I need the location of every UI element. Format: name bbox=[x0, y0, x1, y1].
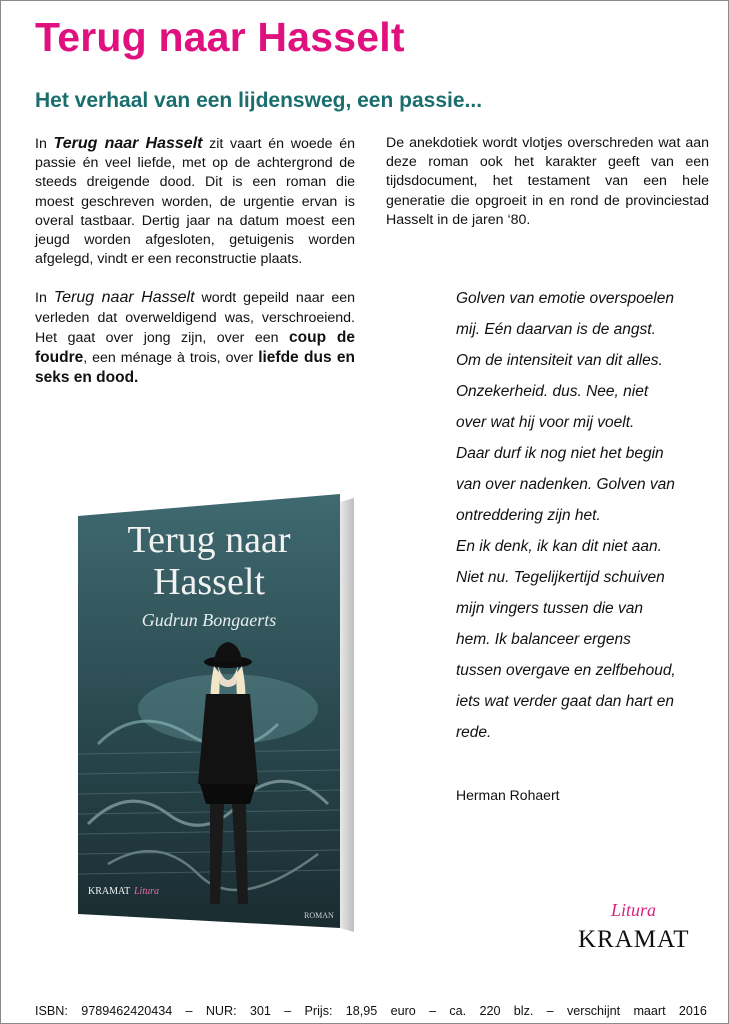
footer-part: 2016 bbox=[678, 1004, 707, 1018]
footer-part: verschijnt bbox=[566, 1004, 621, 1018]
footer-part: NUR: bbox=[205, 1004, 237, 1018]
quote-line: Niet nu. Tegelijkertijd schuiven bbox=[456, 569, 665, 586]
cover-title-line-1: Terug naar bbox=[127, 519, 291, 561]
logo-publisher: KRAMAT bbox=[578, 926, 690, 953]
logo-imprint: Litura bbox=[611, 900, 657, 920]
footer-part: maart bbox=[633, 1004, 666, 1018]
page-title: Terug naar Hasselt bbox=[35, 14, 405, 60]
left-paragraph-2 bbox=[35, 288, 355, 388]
footer-part: – bbox=[185, 1004, 193, 1018]
cover-imprint: Litura bbox=[134, 886, 160, 897]
quote-line: mij. Eén daarvan is de angst. bbox=[456, 321, 656, 338]
emphasis-liefde: liefde dus en seks en dood. bbox=[35, 349, 355, 387]
quote-line: van over nadenken. Golven van bbox=[456, 476, 675, 493]
footer-part: 301 bbox=[249, 1004, 271, 1018]
footer-part: 220 bbox=[479, 1004, 501, 1018]
quote-block bbox=[456, 283, 716, 748]
text-span: zit vaart én woede én passie én veel liefde, met op de achtergrond de steeds dreigende dood. Dit is een roman die moest geschreven worden, de urgentie ervan is overal tastbaar. Dertig jaar na datum moest een jeugd worden afgesloten, getuigenis worden afgelegd, vindt er een reconstructie plaats. bbox=[35, 136, 356, 268]
cover-author: Gudrun Bongaerts bbox=[141, 610, 277, 630]
quote-line: iets wat verder gaat dan hart en bbox=[456, 693, 674, 710]
text-span: wordt gepeild naar een verleden dat overweldigend was, verschroeiend. Het gaat over jong zijn, over een bbox=[35, 290, 355, 346]
quote-line: Golven van emotie overspoelen bbox=[456, 290, 674, 307]
footer-part: ISBN: bbox=[35, 1004, 68, 1018]
quote-line: mijn vingers tussen die van bbox=[456, 600, 643, 617]
left-paragraph-1 bbox=[35, 134, 355, 269]
quote-line: En ik denk, ik kan dit niet aan. bbox=[456, 538, 662, 555]
text-span: In bbox=[35, 290, 54, 307]
emphasis-coup-de-foudre: coup de foudre bbox=[35, 328, 355, 367]
footer-part: – bbox=[546, 1004, 554, 1018]
cover-title-line-2: Hasselt bbox=[153, 561, 265, 603]
quote-line: rede. bbox=[456, 724, 492, 741]
quote-author: Herman Rohaert bbox=[456, 787, 560, 803]
quote-line: Om de intensiteit van dit alles. bbox=[456, 352, 663, 369]
cover-publisher: KRAMAT bbox=[88, 886, 131, 897]
page-subtitle: Het verhaal van een lijdensweg, een passie... bbox=[35, 89, 483, 112]
footer-part: blz. bbox=[513, 1004, 534, 1018]
quote-line: Onzekerheid. dus. Nee, niet bbox=[456, 383, 649, 400]
footer-part: ca. bbox=[449, 1004, 467, 1018]
right-paragraph-1: De anekdotiek wordt vlotjes overschreden wat aan deze roman ook het karakter geeft van een tijdsdocument, het testament van een hele generatie die opgroeit in en rond de provinciestad Hasselt in de jaren ‘80. bbox=[386, 135, 709, 228]
footer-part: – bbox=[429, 1004, 437, 1018]
book-page-edges bbox=[340, 498, 354, 932]
footer-part: Prijs: bbox=[304, 1004, 333, 1018]
quote-line: Daar durf ik nog niet het begin bbox=[456, 445, 664, 462]
footer-part: 9789462420434 bbox=[81, 1004, 173, 1018]
footer-part: – bbox=[284, 1004, 292, 1018]
quote-line: ontreddering zijn het. bbox=[456, 507, 601, 524]
text-span: In bbox=[35, 136, 54, 152]
quote-line: tussen overgave en zelfbehoud, bbox=[456, 662, 676, 679]
quote-line: hem. Ik balanceer ergens bbox=[456, 631, 631, 648]
cover-spine-label: ROMAN bbox=[304, 911, 334, 920]
book-title-inline: Terug naar Hasselt bbox=[53, 289, 195, 307]
footer-part: 18,95 bbox=[345, 1004, 378, 1018]
right-column bbox=[386, 134, 709, 230]
footer-info bbox=[35, 1004, 707, 1018]
book-cover-image bbox=[78, 494, 354, 936]
book-title-inline: Terug naar Hasselt bbox=[53, 135, 203, 152]
quote-line: over wat hij voor mij voelt. bbox=[456, 414, 635, 431]
footer-part: euro bbox=[390, 1004, 416, 1018]
left-column bbox=[35, 134, 355, 388]
text-span: , een ménage à trois, over bbox=[83, 350, 259, 367]
